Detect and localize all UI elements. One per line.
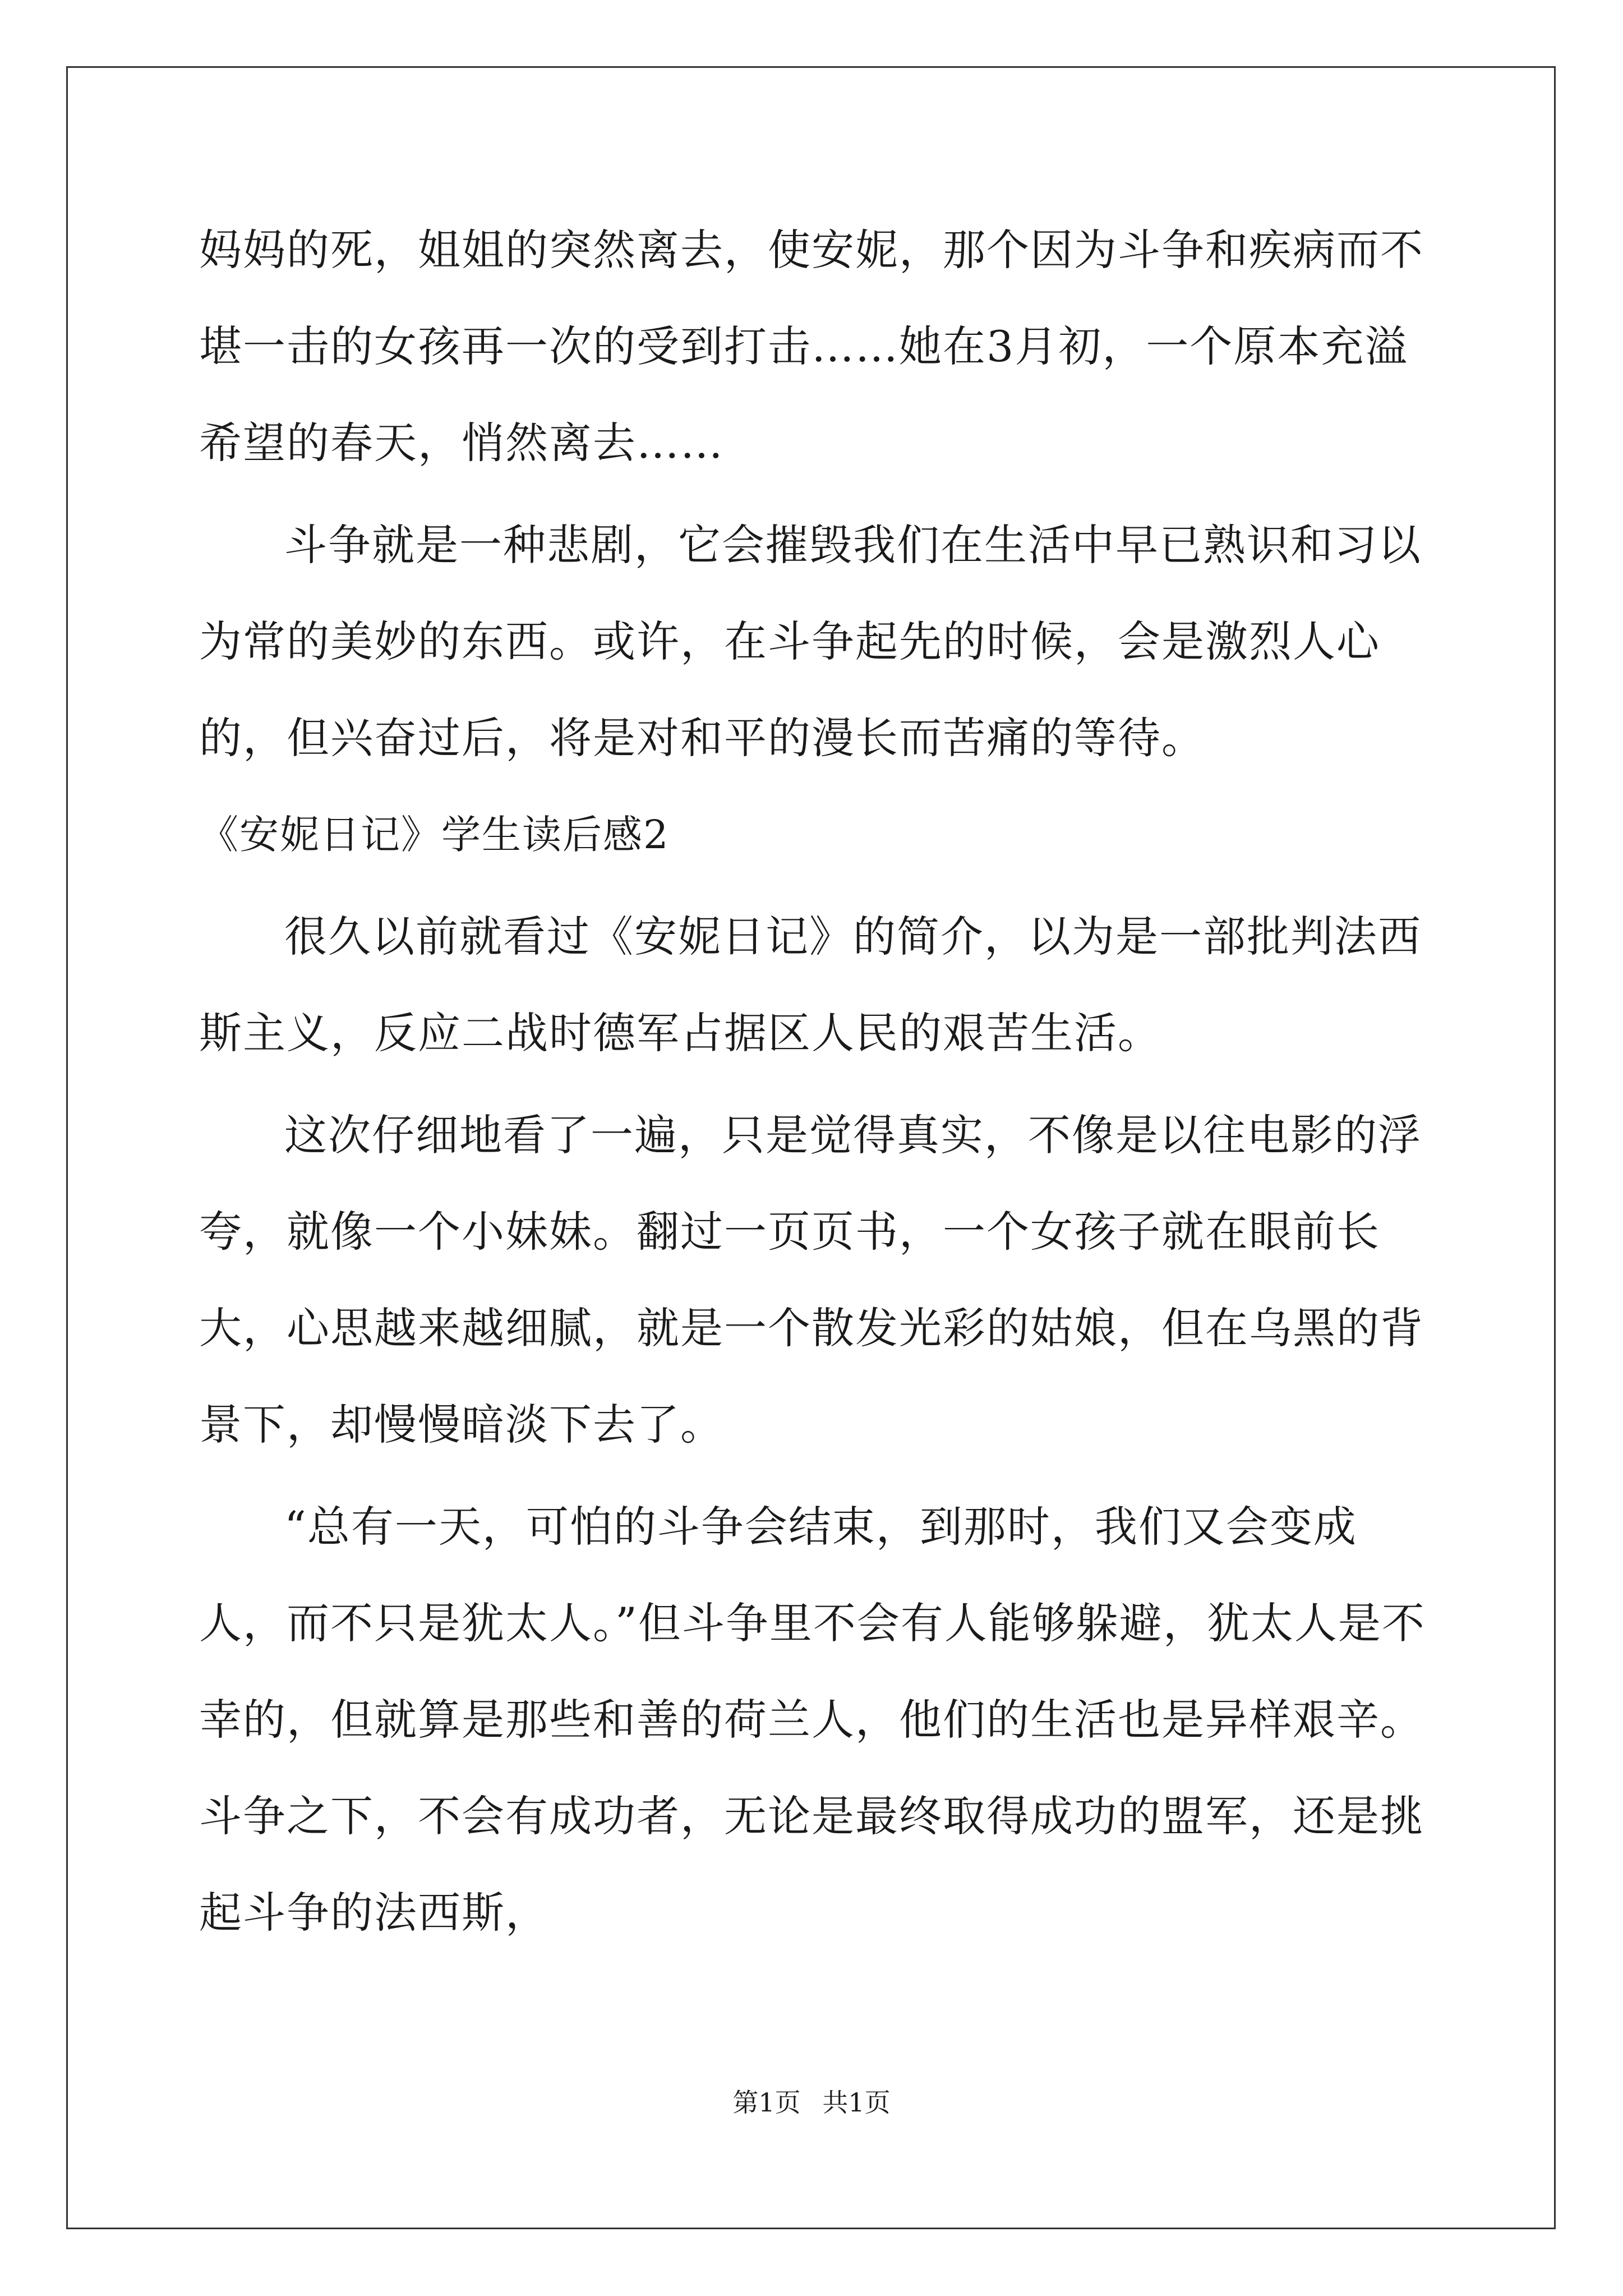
paragraph-5: “总有一天，可怕的斗争会结束，到那时，我们又会变成人，而不只是犹太人。”但斗争里不会有人能够躲避，犹太人是不幸的，但就算是那些和善的荷兰人，他们的生活也是异样艰辛。斗争之下，不会有成功者，无论是最终取得成功的盟军，还是挑起斗争的法西斯，	[199, 1502, 1426, 1938]
paragraph-1: 妈妈的死，姐姐的突然离去，使安妮，那个因为斗争和疾病而不堪一击的女孩再一次的受到打击……她在3月初，一个原本充溢希望的春天，悄然离去……	[199, 225, 1424, 468]
paragraph-2: 斗争就是一种悲剧，它会摧毁我们在生活中早已熟识和习以为常的美妙的东西。或许，在斗争起先的时候，会是激烈人心的，但兴奋过后，将是对和平的漫长而苦痛的等待。	[199, 520, 1422, 763]
page-number: 第1页	[732, 2087, 801, 2118]
document-body	[199, 202, 1433, 1961]
section-title: 《安妮日记》学生读后感2	[199, 812, 670, 858]
paragraph-3: 很久以前就看过《安妮日记》的简介，以为是一部批判法西斯主义，反应二战时德军占据区人民的艰苦生活。	[199, 912, 1422, 1058]
page-total: 共1页	[822, 2087, 891, 2118]
page-footer	[0, 2086, 1623, 2119]
paragraph-4: 这次仔细地看了一遍，只是觉得真实，不像是以往电影的浮夸，就像一个小妹妹。翻过一页页书，一个女孩子就在眼前长大，心思越来越细腻，就是一个散发光彩的姑娘，但在乌黑的背景下，却慢慢暗淡下去了。	[199, 1110, 1424, 1450]
